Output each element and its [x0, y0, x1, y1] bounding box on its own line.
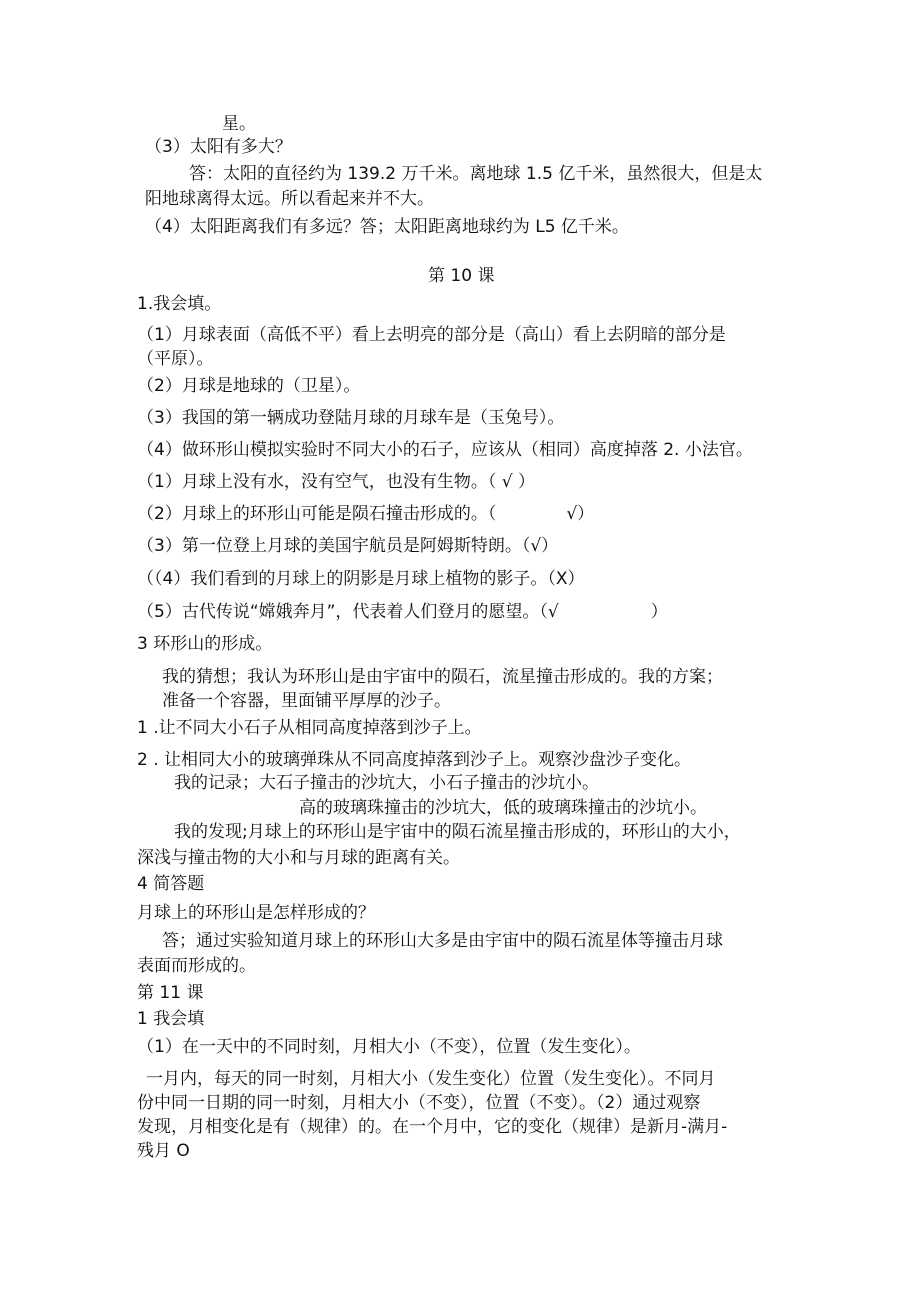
fill-item-1-line-2: （平原）。 [137, 349, 214, 369]
fill-11-item-1: （1）在一天中的不同时刻，月相大小（不变），位置（发生变化）。 [137, 1037, 641, 1057]
fill-heading-11: 1 我会填 [137, 1009, 205, 1029]
judge-item-2 [137, 503, 594, 525]
record-line-1: 我的记录；大石子撞击的沙坑大，小石子撞击的沙坑小。 [174, 773, 599, 793]
judge-item-2-mark: √） [566, 504, 595, 524]
short-answer-heading: 4 简答题 [137, 874, 205, 894]
fill-item-2: （2）月球是地球的（卫星）。 [137, 376, 361, 396]
crater-heading: 3 环形山的形成。 [137, 634, 273, 654]
paragraph-line-3: 发现，月相变化是有（规律）的。在一个月中，它的变化（规律）是新月-满月- [137, 1117, 728, 1137]
finding-line-2: 深浅与撞击物的大小和与月球的距离有关。 [137, 848, 460, 868]
short-answer-line-2: 表面而形成的。 [137, 956, 256, 976]
judge-item-5 [137, 601, 668, 623]
short-answer-question: 月球上的环形山是怎样形成的？ [137, 903, 375, 923]
guess-line-1: 我的猜想；我认为环形山是由宇宙中的陨石，流星撞击形成的。我的方案； [162, 667, 723, 687]
lesson-10-title: 第 10 课 [428, 266, 495, 286]
lesson-11-title: 第 11 课 [137, 983, 204, 1003]
paragraph-line-1: 一月内，每天的同一时刻，月相大小（发生变化）位置（发生变化）。不同月 [146, 1069, 716, 1089]
step-2: 2 . 让相同大小的玻璃弹珠从不同高度掉落到沙子上。观察沙盘沙子变化。 [137, 750, 692, 770]
step-1: 1 .让不同大小石子从相同高度掉落到沙子上。 [137, 718, 482, 738]
paragraph-line-2: 份中同一日期的同一时刻，月相大小（不变），位置（不变）。（2）通过观察 [137, 1093, 701, 1113]
short-answer-line-1: 答；通过实验知道月球上的环形山大多是由宇宙中的陨石流星体等撞击月球 [162, 931, 723, 951]
judge-item-1: （1）月球上没有水，没有空气，也没有生物。（ √ ） [137, 472, 535, 492]
fill-item-1-line-1: （1）月球表面（高低不平）看上去明亮的部分是（高山）看上去阴暗的部分是 [137, 325, 726, 345]
record-line-2: 高的玻璃珠撞击的沙坑大，低的玻璃珠撞击的沙坑小。 [299, 798, 707, 818]
fill-item-3: （3）我国的第一辆成功登陆月球的月球车是（玉兔号）。 [137, 408, 565, 428]
answer-3-line-2: 阳地球离得太远。所以看起来并不大。 [145, 189, 434, 209]
judge-item-4: （（4）我们看到的月球上的阴影是月球上植物的影子。（X） [137, 569, 585, 589]
paragraph-line-4: 残月 O [137, 1141, 190, 1161]
text-line: 星。 [222, 114, 256, 134]
judge-item-5-mark: ） [650, 602, 668, 622]
question-3: （3）太阳有多大？ [145, 137, 292, 157]
judge-item-5-text: （5）古代传说“嫦娥奔月”，代表着人们登月的愿望。（√ [137, 602, 559, 622]
fill-item-4: （4）做环形山模拟实验时不同大小的石子，应该从（相同）高度掉落 2. 小法官。 [137, 440, 753, 460]
fill-heading: 1.我会填。 [137, 294, 222, 314]
judge-item-3: （3）第一位登上月球的美国宇航员是阿姆斯特朗。（√） [137, 536, 559, 556]
guess-line-2: 准备一个容器，里面铺平厚厚的沙子。 [162, 691, 451, 711]
question-4: （4）太阳距离我们有多远？答；太阳距离地球约为 L5 亿千米。 [145, 217, 629, 237]
judge-item-2-text: （2）月球上的环形山可能是陨石撞击形成的。（ [137, 504, 497, 524]
answer-3-line-1: 答：太阳的直径约为 139.2 万千米。离地球 1.5 亿千米，虽然很大，但是太 [189, 164, 763, 184]
finding-line-1: 我的发现;月球上的环形山是宇宙中的陨石流星撞击形成的，环形山的大小， [174, 822, 741, 842]
